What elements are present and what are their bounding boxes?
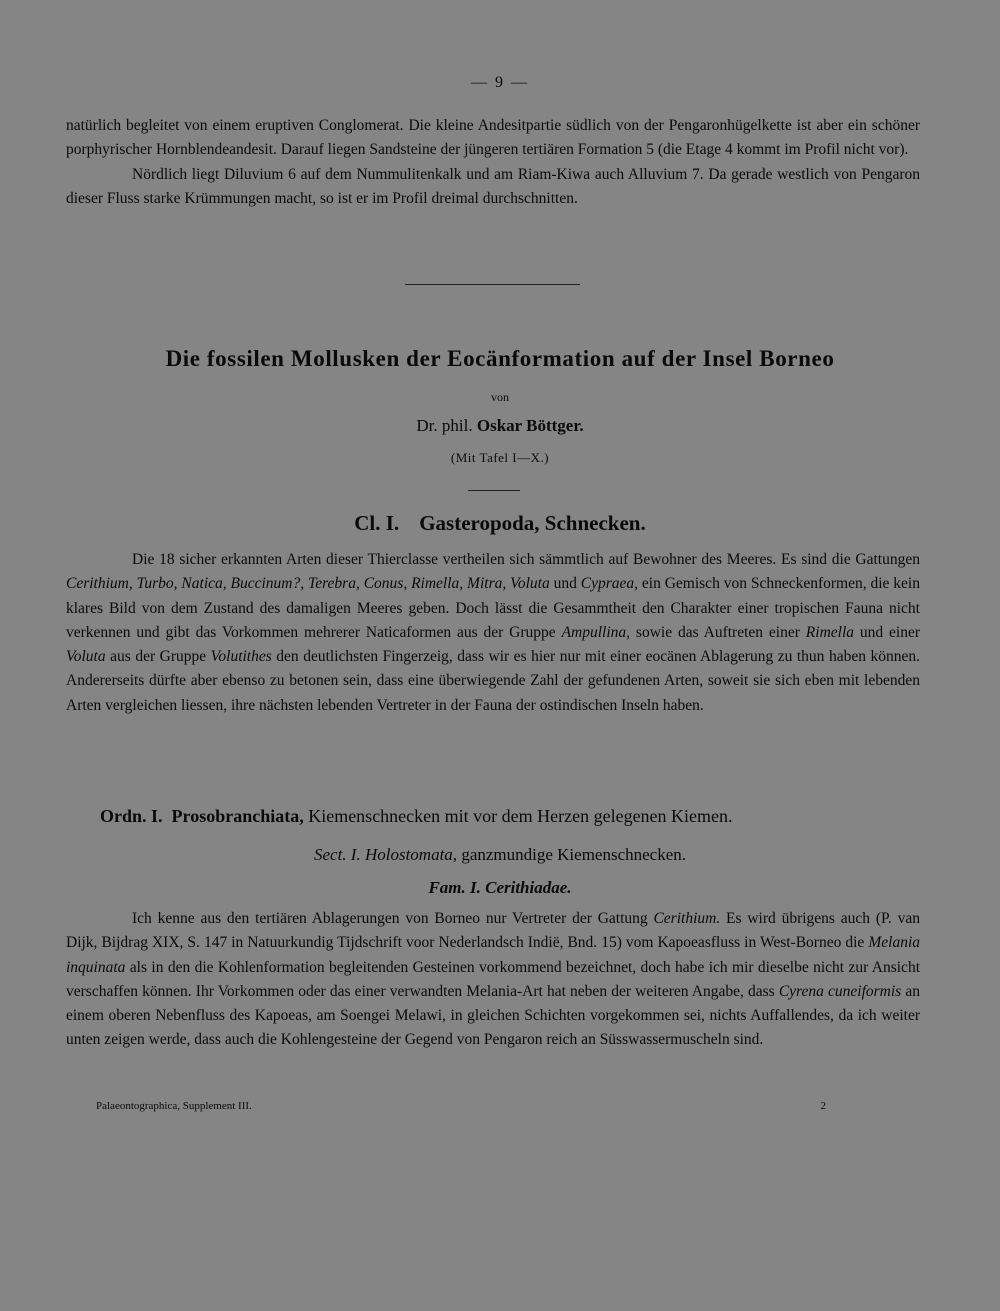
text-run: und einer — [854, 623, 921, 641]
page-number: — 9 — — [471, 74, 529, 91]
order-heading — [100, 806, 733, 827]
text-run: sowie das Auftreten einer — [630, 623, 806, 641]
article-title: Die fossilen Mollusken der Eocänformation auf der Insel Borneo — [165, 346, 835, 371]
order-name: Prosobranchiata, — [171, 806, 304, 826]
genus-names: Cerithium, Turbo, Natica, Buccinum?, Terebra, Conus, Rimella, Mitra, Voluta — [66, 575, 550, 593]
section-description: ganzmundige Kiemenschnecken. — [461, 845, 687, 864]
text-run: Es wird übrigens auch (P. van Dijk, Bijdrag XIX, S. 147 in Natuurkundig Tijdschrift voor Nederlandsch Indië, Bnd. 15) vom Kapoeasfluss in West-Borneo die — [66, 910, 920, 952]
intro-paragraph-1: natürlich begleitet von einem eruptiven Conglomerat. Die kleine Andesitpartie südlich von der Pengaronhügelkette ist aber ein schöner porphyrischer Hornblendeandesit. Darauf liegen Sandsteine der jüngeren tertiären Formation 5 (die Etage 4 kommt im Profil nicht vor). — [66, 117, 920, 159]
page-footer — [96, 1100, 826, 1112]
genus-name: Volutithes — [210, 648, 272, 666]
signature-mark: 2 — [820, 1100, 826, 1112]
intro-text — [66, 114, 920, 211]
species-name: Melania inquinata — [66, 934, 920, 976]
section-label: Sect. I. Holostomata, — [313, 845, 458, 864]
genus-name: Voluta — [66, 648, 106, 666]
article-plates: (Mit Tafel I—X.) — [450, 450, 550, 465]
text-run: aus der Gruppe — [105, 648, 211, 666]
article-author — [0, 416, 1000, 436]
short-rule — [468, 490, 520, 491]
text-run: Ich kenne aus den tertiären Ablagerungen von Borneo nur Vertreter der Gattung — [132, 910, 654, 927]
genus-name: Cerithium. — [653, 910, 721, 927]
family-heading: Fam. I. Cerithiadae. — [428, 878, 572, 897]
text-run: an einem oberen Nebenfluss des Kapoeas, am Soengei Melawi, in gleichen Schichten vorgekommen sei, nichts Auffallendes, da ich weiter unten zeigen werde, dass auch die Kohlengesteine der Gegend von Pengaron reich an Süsswassermuscheln sind. — [66, 982, 920, 1049]
journal-name: Palaeontographica, Supplement III. — [96, 1100, 252, 1112]
author-prefix: Dr. phil. — [416, 416, 473, 435]
class-paragraph — [66, 548, 920, 718]
family-paragraph — [66, 907, 920, 1053]
species-name: Cyrena cuneiformis — [778, 982, 902, 1000]
class-name: Gasteropoda, Schnecken. — [419, 511, 646, 535]
section-heading — [0, 845, 1000, 865]
genus-name: Rimella — [805, 623, 855, 641]
genus-name: Ampullina, — [561, 623, 631, 641]
order-description: Kiemenschnecken mit vor dem Herzen gelegenen Kiemen. — [308, 806, 733, 826]
text-run: Die 18 sicher erkannten Arten dieser Thierclasse vertheilen sich sämmtlich auf Bewohner des Meeres. Es sind die Gattungen — [132, 551, 920, 568]
text-run: ein Gemisch von Schneckenformen, die kein klares Bild von dem Zustand des damaligen Meeres geben. Doch lässt die Gesammtheit den Charakter einer tropischen Fauna nicht verkennen und gibt das Vorkommen mehrerer Naticaformen aus der Gruppe — [66, 575, 920, 641]
text-run: den deutlichsten Fingerzeig, dass wir es hier nur mit einer eocänen Ablagerung zu thun haben können. Andererseits dürfte aber ebenso zu betonen sein, dass eine überwiegende Zahl der gefundenen Arten, soweit sie sich eben mit lebenden Arten vergleichen liessen, ihre nächsten lebenden Vertreter in der Fauna der ostindischen Inseln haben. — [66, 648, 920, 714]
class-number: Cl. I. — [354, 511, 400, 535]
order-number: Ordn. I. — [100, 806, 163, 826]
text-run: als in den die Kohlenformation begleitenden Gesteinen vorkommend bezeichnet, doch habe ich mir dieselbe nicht zur Ansicht verschaffen können. Ihr Vorkommen oder das einer verwandten Melania-Art hat neben der weiteren Angabe, dass — [66, 958, 920, 1000]
class-heading — [0, 511, 1000, 536]
genus-name: Cypraea, — [580, 575, 639, 593]
article-von: von — [491, 390, 509, 404]
author-name: Oskar Böttger. — [476, 416, 584, 435]
intro-paragraph-2: Nördlich liegt Diluvium 6 auf dem Nummulitenkalk und am Riam-Kiwa auch Alluvium 7. Da gerade westlich von Pengaron dieser Fluss starke Krümmungen macht, so ist er im Profil dreimal durchschnitten. — [66, 165, 920, 207]
text-run: und — [549, 575, 581, 593]
section-separator — [405, 284, 580, 285]
